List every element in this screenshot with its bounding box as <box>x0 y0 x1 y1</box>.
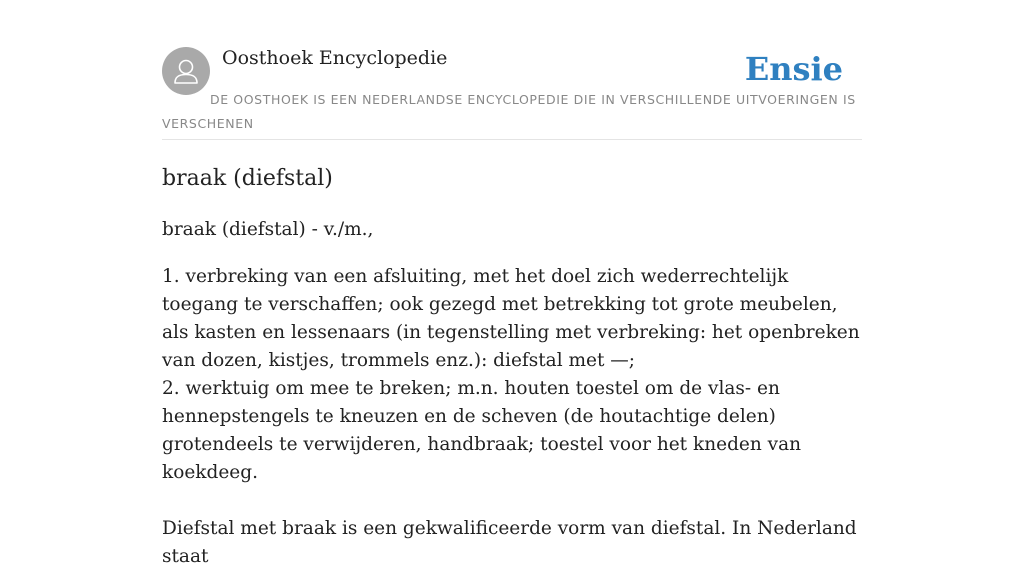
entry-paragraph-1: 1. verbreking van een afsluiting, met het doel zich wederrechtelijk toegang te verschaffen; ook gezegd met betrekking tot grote meubelen, als kasten en lessenaars (in tegenstelling met verbreking: het openbreken van dozen, kistjes, trommels enz.): diefstal met —; <box>162 266 860 371</box>
brand-logo-link[interactable]: Ensie <box>744 50 843 88</box>
entry-body <box>162 263 862 571</box>
paragraph-spacer <box>162 487 862 515</box>
entry-paragraph-3: Diefstal met braak is een gekwalificeerde vorm van diefstal. In Nederland staat <box>162 518 857 567</box>
header-divider <box>162 139 862 140</box>
entry-paragraph-2: 2. werktuig om mee te breken; m.n. houten toestel om de vlas- en hennepstengels te kneuzen en de scheven (de houtachtige delen) grotendeels te verwijderen, handbraak; toestel voor het kneden van koekdeeg. <box>162 378 802 483</box>
entry-lead: braak (diefstal) - v./m., <box>162 219 374 240</box>
source-title-link[interactable]: Oosthoek Encyclopedie <box>222 47 448 69</box>
entry-title: braak (diefstal) <box>162 166 333 191</box>
source-description: DE OOSTHOEK IS EEN NEDERLANDSE ENCYCLOPEDIE DIE IN VERSCHILLENDE UITVOERINGEN IS VERSCHENEN <box>162 92 856 131</box>
